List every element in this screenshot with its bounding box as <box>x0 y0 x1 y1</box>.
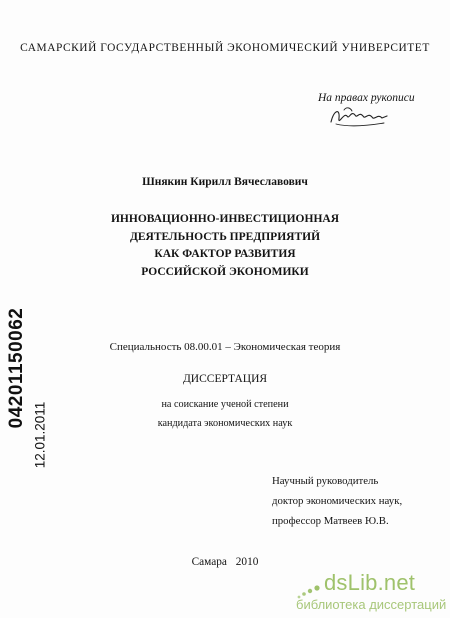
title-line: ДЕЯТЕЛЬНОСТЬ ПРЕДПРИЯТИЙ <box>129 230 321 243</box>
document-type: ДИССЕРТАЦИЯ <box>182 373 268 385</box>
library-stamp-date-text: 12.01.2011 <box>32 401 48 469</box>
specialty-line: Специальность 08.00.01 – Экономическая теория <box>109 341 341 353</box>
university-name: САМАРСКИЙ ГОСУДАРСТВЕННЫЙ ЭКОНОМИЧЕСКИЙ УНИВЕРСИТЕТ <box>20 42 430 54</box>
supervisor-line: Научный руководитель <box>272 475 379 487</box>
manuscript-rights-label: На правах рукописи <box>318 92 415 104</box>
degree-description <box>0 395 450 433</box>
watermark-subtitle: библиотека диссертаций <box>296 597 447 612</box>
city-and-year <box>0 556 450 568</box>
supervisor-line: доктор экономических наук, <box>272 495 403 507</box>
degree-line: кандидата экономических наук <box>157 418 293 429</box>
title-line: РОССИЙСКОЙ ЭКОНОМИКИ <box>141 265 309 278</box>
handwritten-signature <box>328 104 390 130</box>
degree-line: на соискание ученой степени <box>161 399 289 410</box>
title-line: ИННОВАЦИОННО-ИНВЕСТИЦИОННАЯ <box>110 213 340 225</box>
supervisor-info <box>272 471 402 531</box>
supervisor-line: профессор Матвеев Ю.В. <box>272 515 389 527</box>
city: Самара <box>191 556 227 568</box>
author-name: Шнякин Кирилл Вячеславович <box>142 176 308 188</box>
watermark-brand: dsLib.net <box>324 570 416 595</box>
title-line: КАК ФАКТОР РАЗВИТИЯ <box>154 248 296 260</box>
dissertation-title <box>0 211 450 281</box>
dslib-watermark <box>296 570 446 614</box>
library-stamp-id-text: 04201150062 <box>6 307 27 429</box>
year: 2010 <box>235 556 259 568</box>
